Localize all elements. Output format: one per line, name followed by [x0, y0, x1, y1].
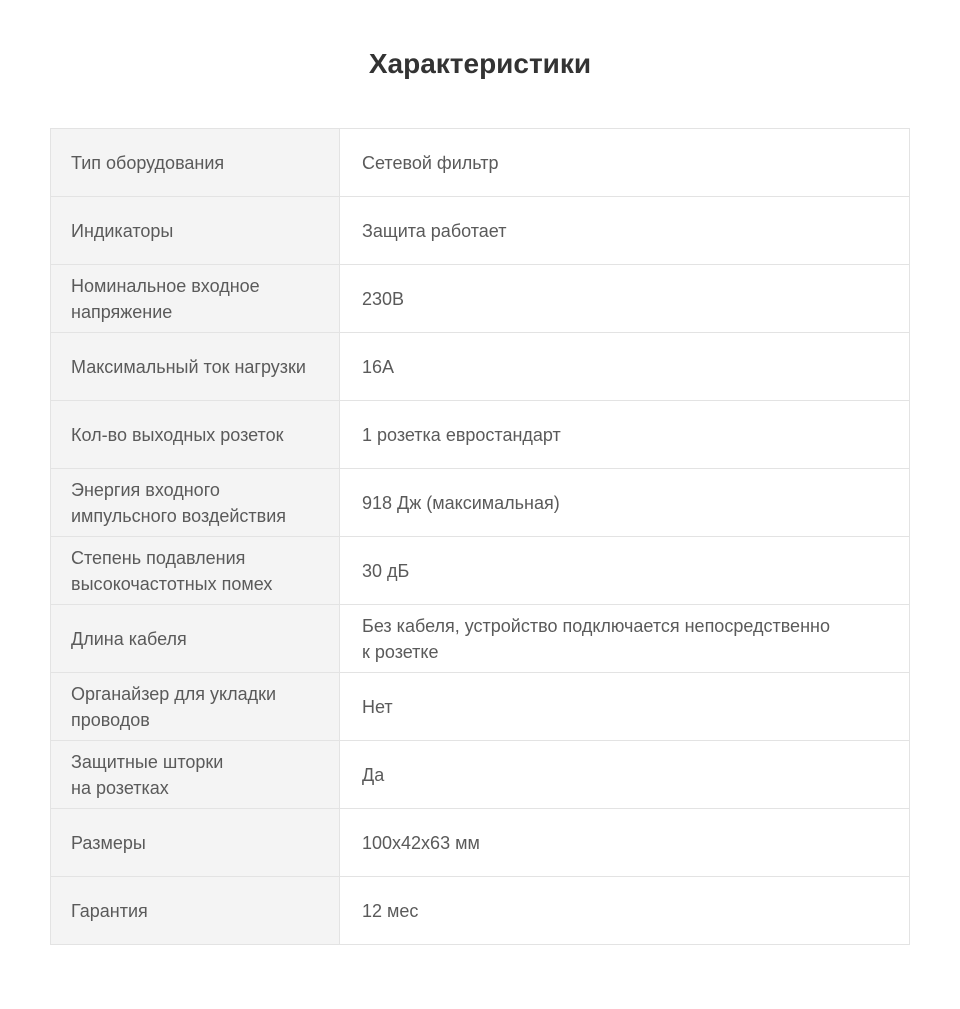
table-row: [51, 877, 910, 945]
spec-value: Да: [362, 764, 385, 785]
table-row: [51, 537, 910, 605]
spec-label: Длина кабеля: [71, 628, 187, 649]
spec-value-cell: [340, 333, 910, 401]
spec-value: 30 дБ: [362, 560, 410, 581]
spec-label: Максимальный ток нагрузки: [71, 356, 306, 377]
spec-label-cell: [51, 537, 340, 605]
spec-label-cell: [51, 333, 340, 401]
spec-label-cell: [51, 265, 340, 333]
spec-label-cell: [51, 197, 340, 265]
table-row: [51, 129, 910, 197]
table-row: [51, 809, 910, 877]
spec-value: Защита работает: [362, 220, 507, 241]
spec-value: 16А: [362, 356, 395, 377]
spec-value: Сетевой фильтр: [362, 152, 499, 173]
spec-label-cell: [51, 673, 340, 741]
spec-label: Тип оборудования: [71, 152, 225, 173]
spec-label-cell: [51, 401, 340, 469]
spec-value: 12 мес: [362, 900, 419, 921]
spec-label: Индикаторы: [71, 220, 174, 241]
specs-table-body: [51, 129, 910, 945]
spec-value-cell: [340, 129, 910, 197]
spec-value-cell: [340, 673, 910, 741]
table-row: [51, 673, 910, 741]
spec-label-cell: [51, 469, 340, 537]
spec-value-cell: [340, 197, 910, 265]
specs-table: [50, 128, 910, 945]
spec-value-cell: [340, 401, 910, 469]
spec-value-cell: [340, 469, 910, 537]
table-row: [51, 265, 910, 333]
table-row: [51, 197, 910, 265]
spec-value: 1 розетка евростандарт: [362, 424, 561, 445]
table-row: [51, 333, 910, 401]
spec-label-cell: [51, 741, 340, 809]
spec-value: Без кабеля, устройство подключается непосредственно к розетке: [362, 615, 830, 662]
spec-value: Нет: [362, 696, 393, 717]
spec-label: Гарантия: [71, 900, 148, 921]
spec-label: Кол-во выходных розеток: [71, 424, 284, 445]
spec-label: Номинальное входное напряжение: [71, 275, 260, 322]
spec-value-cell: [340, 605, 910, 673]
spec-label: Степень подавления высокочастотных помех: [71, 547, 273, 594]
spec-value-cell: [340, 265, 910, 333]
spec-value-cell: [340, 809, 910, 877]
spec-value: 230В: [362, 288, 405, 309]
spec-label: Энергия входного импульсного воздействия: [71, 479, 286, 526]
table-row: [51, 469, 910, 537]
spec-value-cell: [340, 537, 910, 605]
spec-value-cell: [340, 741, 910, 809]
table-row: [51, 401, 910, 469]
spec-value: 100x42x63 мм: [362, 832, 480, 853]
spec-label: Размеры: [71, 832, 146, 853]
spec-label: Органайзер для укладки проводов: [71, 683, 277, 730]
spec-label-cell: [51, 809, 340, 877]
spec-label-cell: [51, 129, 340, 197]
spec-label: Защитные шторки на розетках: [71, 751, 224, 798]
spec-value-cell: [340, 877, 910, 945]
spec-value: 918 Дж (максимальная): [362, 492, 560, 513]
spec-label-cell: [51, 877, 340, 945]
table-row: [51, 605, 910, 673]
spec-label-cell: [51, 605, 340, 673]
table-row: [51, 741, 910, 809]
page-title: Характеристики: [368, 48, 592, 79]
